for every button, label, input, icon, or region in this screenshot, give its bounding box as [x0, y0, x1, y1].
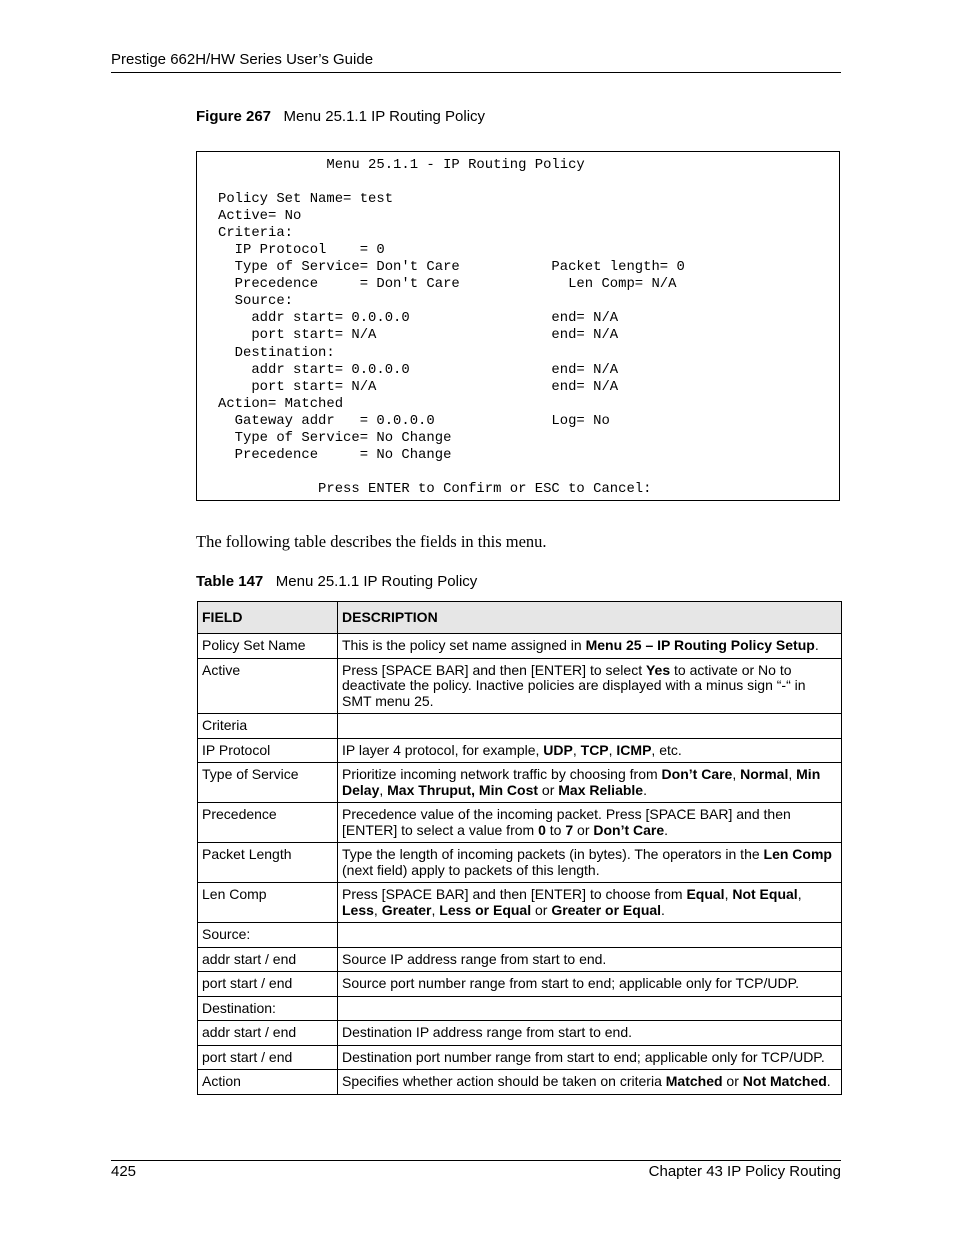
screen-line: Active= No — [218, 208, 302, 225]
table-row — [198, 658, 842, 714]
description-bold-text: Greater — [381, 901, 432, 918]
description-text: . — [814, 637, 819, 653]
smt-menu-text — [218, 157, 685, 498]
description-text: or — [722, 1073, 743, 1089]
description-bold-text: Less or Equal — [439, 901, 532, 918]
description-text: Destination port number range from start to end; applicable only for TCP/UDP. — [342, 1048, 825, 1065]
description-text: , — [373, 901, 382, 918]
field-cell: Criteria — [198, 714, 338, 739]
chapter-title: Chapter 43 IP Policy Routing — [648, 1163, 841, 1180]
table-row — [198, 1045, 842, 1070]
figure-title: Menu 25.1.1 IP Routing Policy — [283, 108, 486, 125]
screen-line: port start= N/A end= N/A — [218, 378, 619, 395]
table-title: Menu 25.1.1 IP Routing Policy — [275, 573, 478, 590]
table-row — [198, 1070, 842, 1095]
table-row — [198, 923, 842, 948]
screen-line: Precedence = No Change — [218, 446, 452, 463]
description-bold-text: Not Equal — [732, 886, 798, 902]
screen-line: port start= N/A end= N/A — [218, 327, 619, 344]
screen-line: Press ENTER to Confirm or ESC to Cancel: — [218, 480, 652, 497]
description-cell — [338, 738, 842, 763]
description-text: , — [608, 741, 617, 758]
table-row — [198, 947, 842, 972]
field-column-header: FIELD — [198, 602, 338, 634]
description-text: or — [538, 781, 559, 798]
description-bold-text: 0 — [538, 821, 546, 838]
description-bold-text: Max Reliable — [558, 781, 644, 798]
description-cell — [338, 658, 842, 714]
description-text: Source IP address range from start to end. — [342, 950, 607, 967]
description-cell — [338, 714, 842, 739]
description-bold-text: Don’t Care — [593, 821, 665, 838]
field-cell: Active — [198, 658, 338, 714]
field-cell: Len Comp — [198, 883, 338, 923]
description-text: This is the policy set name assigned in — [342, 637, 586, 653]
description-text: , — [797, 886, 802, 902]
figure-label: Figure 267 — [196, 108, 272, 125]
field-cell: Policy Set Name — [198, 634, 338, 659]
table-label: Table 147 — [196, 573, 264, 590]
description-cell — [338, 1045, 842, 1070]
figure-caption — [196, 108, 485, 125]
screen-line: Type of Service= No Change — [218, 429, 452, 446]
description-text: (next field) apply to packets of this length. — [342, 861, 600, 878]
page-footer — [111, 1160, 841, 1180]
field-cell: Action — [198, 1070, 338, 1095]
description-text: or — [573, 821, 594, 838]
field-cell: Precedence — [198, 803, 338, 843]
description-text: Press [SPACE BAR] and then [ENTER] to choose from — [342, 886, 687, 902]
table-row — [198, 714, 842, 739]
description-text: to activate or No to deactivate the policy. Inactive policies are displayed with a minus sign “-“ in SMT menu 25. — [342, 661, 806, 709]
description-text: , — [379, 781, 388, 798]
field-cell: Type of Service — [198, 763, 338, 803]
table-row — [198, 634, 842, 659]
description-bold-text: TCP — [580, 741, 609, 758]
screen-line: Action= Matched — [218, 395, 344, 412]
description-cell — [338, 843, 842, 883]
screen-line: Menu 25.1.1 - IP Routing Policy — [218, 157, 585, 173]
description-cell — [338, 634, 842, 659]
description-cell — [338, 923, 842, 948]
description-cell — [338, 803, 842, 843]
description-text: . — [661, 901, 665, 918]
table-row — [198, 996, 842, 1021]
description-text: Type the length of incoming packets (in bytes). The operators in the — [342, 846, 764, 862]
field-cell: Destination: — [198, 996, 338, 1021]
field-cell: addr start / end — [198, 947, 338, 972]
description-text: , — [431, 901, 440, 918]
description-bold-text: Yes — [645, 661, 671, 678]
description-text: , — [788, 766, 797, 782]
field-cell: IP Protocol — [198, 738, 338, 763]
description-bold-text: Not Matched — [742, 1073, 827, 1089]
description-text: Specifies whether action should be taken on criteria — [342, 1073, 666, 1089]
field-cell: port start / end — [198, 1045, 338, 1070]
description-text: , — [572, 741, 581, 758]
screen-line: addr start= 0.0.0.0 end= N/A — [218, 310, 619, 327]
field-cell: addr start / end — [198, 1021, 338, 1046]
description-bold-text: Matched — [665, 1073, 723, 1089]
field-description-table — [197, 601, 842, 1095]
description-cell — [338, 1070, 842, 1095]
intro-paragraph: The following table describes the fields in this menu. — [196, 532, 547, 551]
field-cell: Source: — [198, 923, 338, 948]
description-column-header: DESCRIPTION — [338, 602, 842, 634]
description-text: to — [545, 821, 566, 838]
table-row — [198, 883, 842, 923]
description-text: Prioritize incoming network traffic by choosing from — [342, 766, 662, 782]
table-row — [198, 843, 842, 883]
screen-line: Gateway addr = 0.0.0.0 Log= No — [218, 412, 610, 429]
table-row — [198, 738, 842, 763]
description-text: . — [664, 821, 669, 838]
description-text: or — [531, 901, 552, 918]
field-cell: port start / end — [198, 972, 338, 997]
description-cell — [338, 947, 842, 972]
description-bold-text: Max Thruput, Min Cost — [387, 781, 539, 798]
screen-line: Source: — [218, 293, 294, 310]
description-bold-text: Len Comp — [763, 846, 832, 862]
description-text: Destination IP address range from start to end. — [342, 1024, 633, 1040]
description-cell — [338, 763, 842, 803]
screen-line: addr start= 0.0.0.0 end= N/A — [218, 361, 619, 378]
description-text: , — [724, 886, 733, 902]
description-text: . — [826, 1073, 831, 1089]
screen-line: Destination: — [218, 344, 335, 361]
description-cell — [338, 972, 842, 997]
description-text: , etc. — [651, 741, 682, 758]
description-bold-text: UDP — [543, 741, 573, 758]
description-text: Precedence value of the incoming packet. Press [SPACE BAR] and then [ENTER] to select a value from — [342, 806, 791, 838]
field-cell: Packet Length — [198, 843, 338, 883]
page-number: 425 — [111, 1163, 137, 1180]
table-row — [198, 1021, 842, 1046]
table-row — [198, 803, 842, 843]
description-bold-text: Greater or Equal — [551, 901, 662, 918]
description-cell — [338, 883, 842, 923]
screen-line: Criteria: — [218, 225, 294, 242]
description-bold-text: Menu 25 – IP Routing Policy Setup — [585, 637, 815, 653]
screen-line: Type of Service= Don't Care Packet length= 0 — [218, 259, 685, 276]
screen-line: Policy Set Name= test — [218, 191, 394, 208]
description-bold-text: Min Delay — [342, 766, 821, 798]
description-bold-text: 7 — [565, 821, 574, 838]
table-caption — [196, 573, 477, 590]
description-cell — [338, 996, 842, 1021]
description-bold-text: ICMP — [616, 741, 652, 758]
description-bold-text: Equal — [686, 886, 725, 902]
description-text: IP layer 4 protocol, for example, — [342, 741, 544, 758]
description-text: , — [732, 766, 741, 782]
description-text: . — [643, 781, 647, 798]
table-row — [198, 972, 842, 997]
screen-line: Precedence = Don't Care Len Comp= N/A — [218, 276, 677, 293]
table-header-row — [198, 602, 842, 634]
description-bold-text: Less — [342, 901, 374, 918]
description-text: Press [SPACE BAR] and then [ENTER] to select — [342, 661, 646, 678]
header-title: Prestige 662H/HW Series User’s Guide — [111, 51, 374, 68]
table-row — [198, 763, 842, 803]
screen-line: IP Protocol = 0 — [218, 242, 385, 259]
description-text: Source port number range from start to end; applicable only for TCP/UDP. — [342, 975, 800, 991]
smt-menu-screen — [196, 151, 840, 501]
description-cell — [338, 1021, 842, 1046]
description-bold-text: Don’t Care — [661, 766, 733, 782]
running-header — [111, 51, 841, 73]
description-bold-text: Normal — [740, 766, 789, 782]
